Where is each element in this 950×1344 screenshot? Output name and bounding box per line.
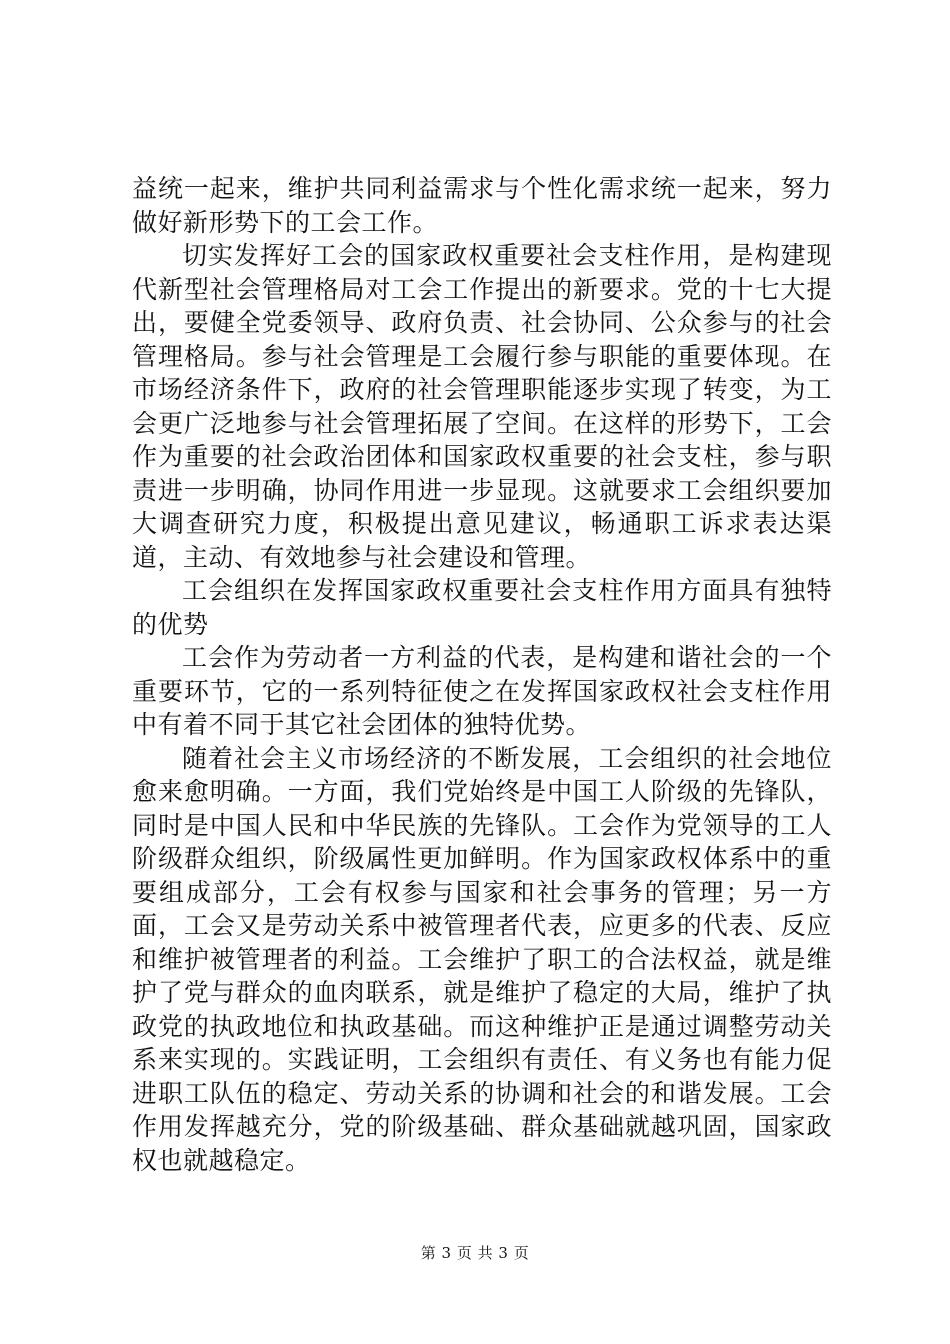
document-body — [132, 172, 832, 1177]
paragraph-continuation: 益统一起来，维护共同利益需求与个性化需求统一起来，努力做好新形势下的工会工作。 — [132, 174, 832, 237]
paragraph-social-pillar: 切实发挥好工会的国家政权重要社会支柱作用，是构建现代新型社会管理格局对工会工作提出的新要求。党的十七大提出，要健全党委领导、政府负责、社会协同、公众参与的社会管理格局。参与社会管理是工会履行参与职能的重要体现。在市场经济条件下，政府的社会管理职能逐步实现了转变，为工会更广泛地参与社会管理拓展了空间。在这样的形势下，工会作为重要的社会政治团体和国家政权重要的社会支柱，参与职责进一步明确，协同作用进一步显现。这就要求工会组织要加大调查研究力度，积极提出意见建议，畅通职工诉求表达渠道，主动、有效地参与社会建设和管理。 — [132, 241, 832, 572]
section-heading-advantage: 工会组织在发挥国家政权重要社会支柱作用方面具有独特的优势 — [132, 576, 832, 639]
paragraph-worker-representative: 工会作为劳动者一方利益的代表，是构建和谐社会的一个重要环节，它的一系列特征使之在发挥国家政权社会支柱作用中有着不同于其它社会团体的独特优势。 — [132, 643, 832, 739]
paragraph-market-economy: 随着社会主义市场经济的不断发展，工会组织的社会地位愈来愈明确。一方面，我们党始终是中国工人阶级的先锋队，同时是中国人民和中华民族的先锋队。工会作为党领导的工人阶级群众组织，阶级属性更加鲜明。作为国家政权体系中的重要组成部分，工会有权参与国家和社会事务的管理；另一方面，工会又是劳动关系中被管理者代表，应更多的代表、反应和维护被管理者的利益。工会维护了职工的合法权益，就是维护了党与群众的血肉联系，就是维护了稳定的大局，维护了执政党的执政地位和执政基础。而这种维护正是通过调整劳动关系来实现的。实践证明，工会组织有责任、有义务也有能力促进职工队伍的稳定、劳动关系的协调和社会的和谐发展。工会作用发挥越充分，党的阶级基础、群众基础就越巩固，国家政权也就越稳定。 — [132, 743, 832, 1175]
page-number-footer: 第 3 页 共 3 页 — [420, 1244, 530, 1262]
